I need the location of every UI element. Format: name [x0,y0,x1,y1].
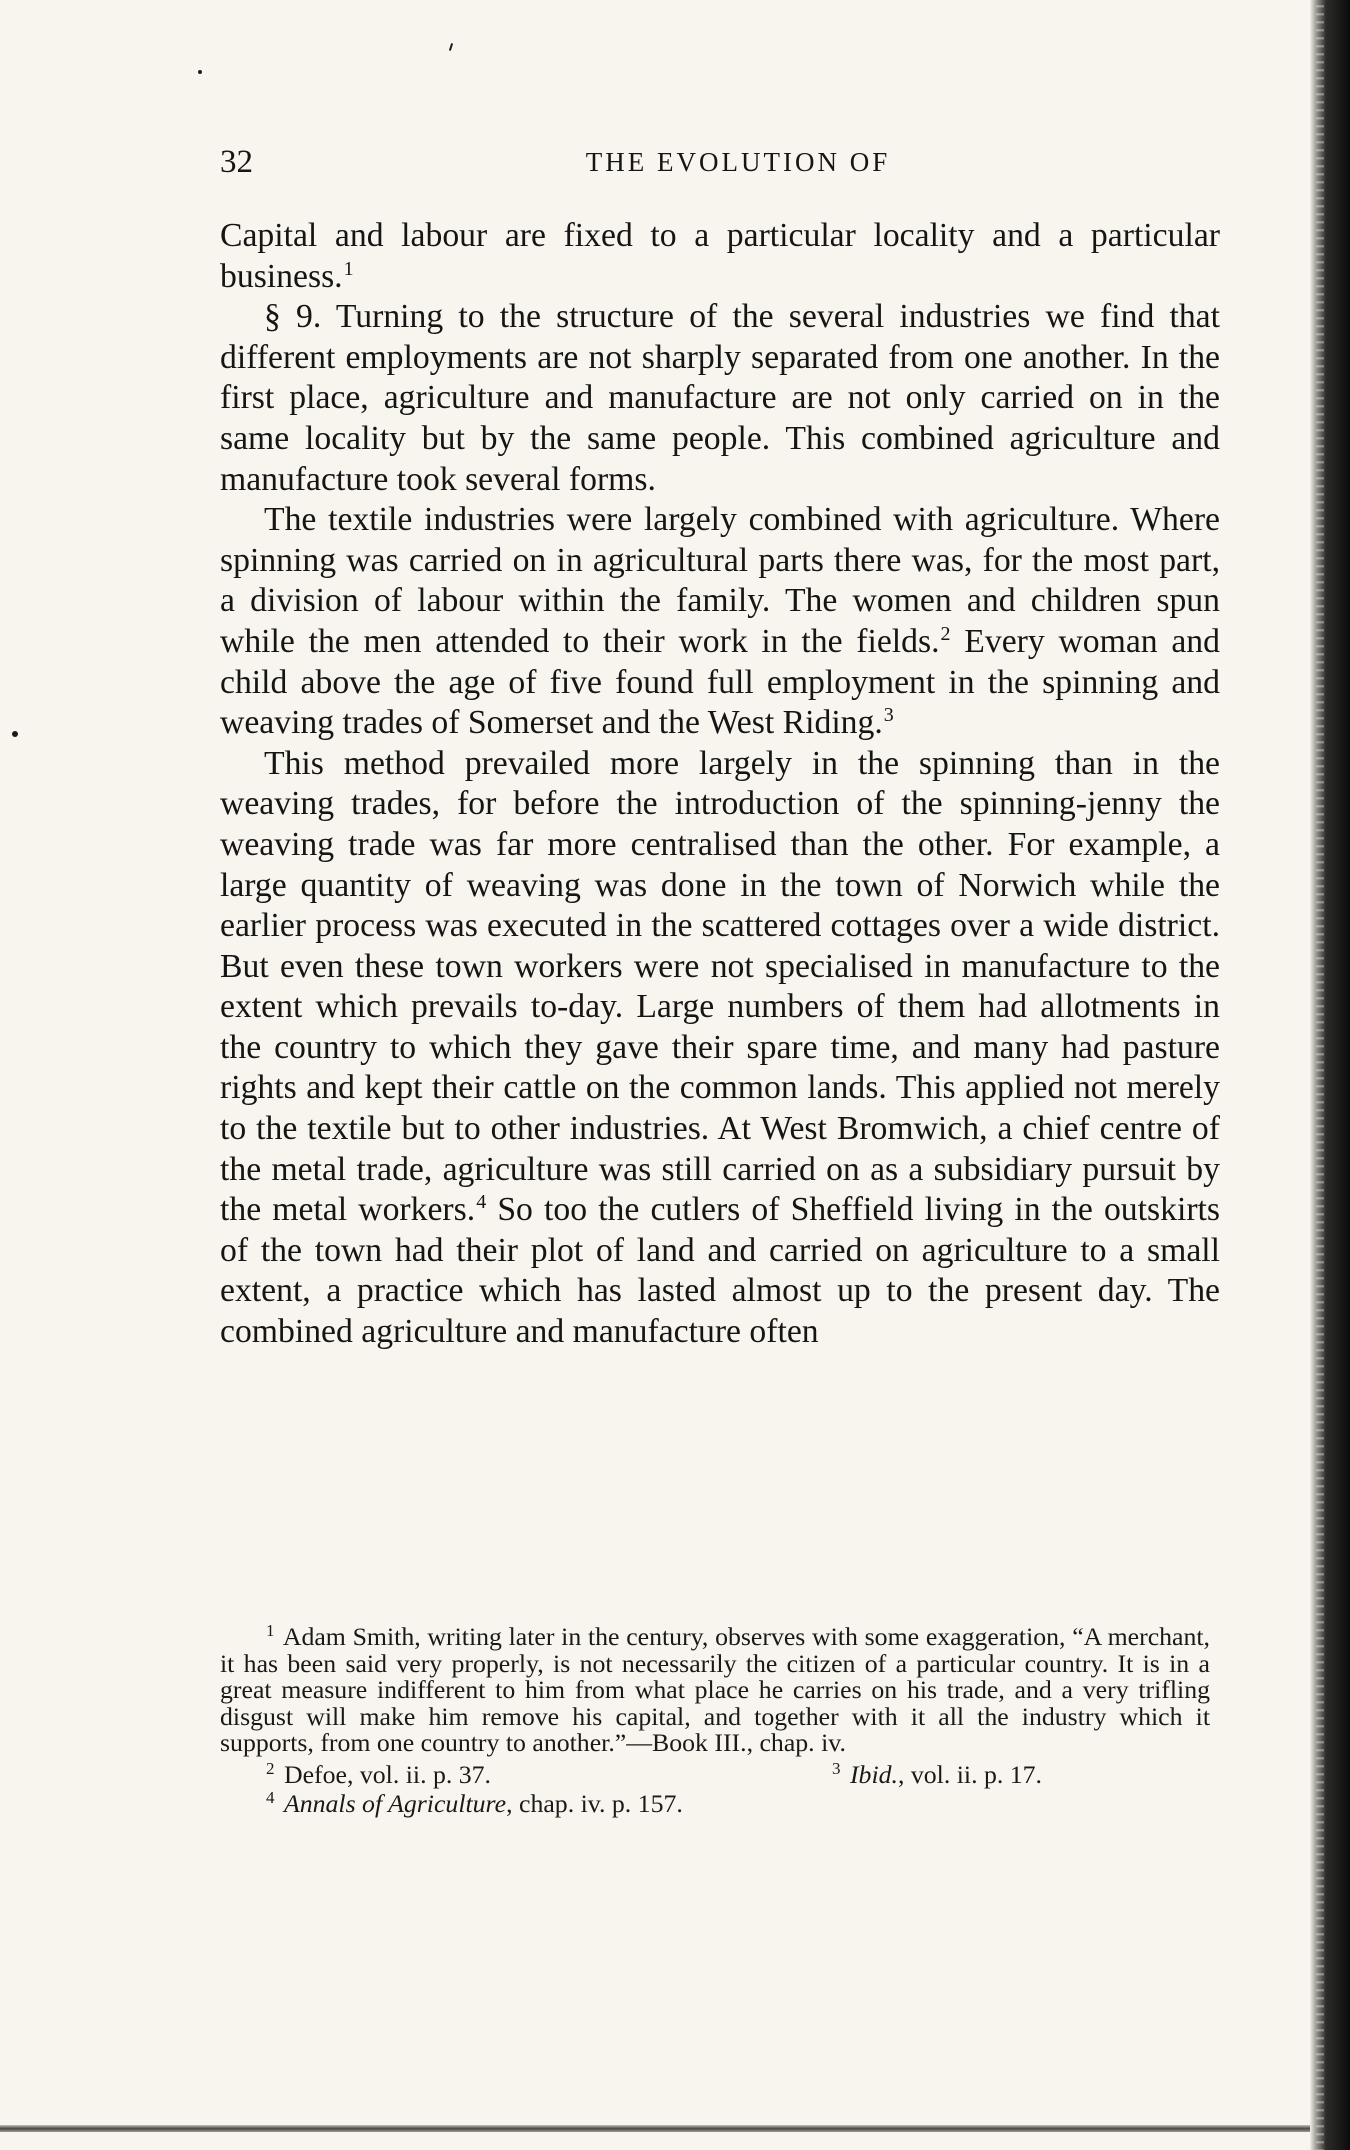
page-number: 32 [220,144,253,180]
footnote-text: Defoe, vol. ii. p. 37. [283,1759,492,1789]
binding-edge [1310,0,1350,2150]
footnote-2 [266,1758,492,1789]
paragraph-text: Every woman and child above the age of five found full employment in the spinning and weaving trades of Somerset and the West Riding. [220,622,1220,742]
footnote-row [220,1758,1210,1790]
footnote-reference: 2 [940,622,951,645]
footnote-marker: 1 [266,1621,275,1640]
page-header [220,142,1220,184]
footnote-reference: 3 [883,704,894,727]
bottom-scan-edge [0,2125,1310,2132]
scan-speck [12,731,18,737]
scan-speck [198,70,202,74]
footnote-marker: 3 [832,1758,841,1778]
scan-speck [449,43,453,51]
paragraph-text: Capital and labour are fixed to a particular locality and a particular business. [220,217,1220,295]
footnote-reference: 4 [476,1191,487,1214]
footnotes [220,1621,1211,1818]
paragraph-1 [220,216,1220,297]
footnote-3 [832,1758,1043,1789]
footnote-italic: Ibid. [849,1759,898,1789]
paragraph-2: § 9. Turning to the structure of the several industries we find that different employments are not sharply separated from one another. In the first place, agriculture and manufacture are not only carried on in the same locality but by the same people. This combined agriculture and manufacture took several forms. [220,298,1220,498]
footnote-reference: 1 [343,257,354,280]
footnote-text: Adam Smith, writing later in the century, observes with some exaggeration, “A merchant, it has been said very properly, is not necessarily the citizen of a particular country. It is in a great measure indifferent to him from what place he carries on his trade, and a very trifling disgust will make him remove his capital, and together with it all the industry which it supports, from one country to another.”—Book III., chap. iv. [220,1622,1211,1758]
footnote-1 [220,1621,1211,1758]
paragraph-3 [220,500,1220,744]
paragraph-text: This method prevailed more largely in the spinning than in the weaving trades, for before the introduction of the spinning-jenny the weaving trade was far more centralised than the other. For example, a large quantity of weaving was done in the town of Norwich while the earlier process was executed in the scattered cottages over a wide district. But even these town workers were not specialised in manufacture to the extent which prevails to-day. Large numbers of them had allotments in the country to which they gave their spare time, and many had pasture rights and kept their cattle on the common lands. This applied not merely to the textile but to other industries. At West Bromwich, a chief centre of the metal trade, agriculture was still carried on as a subsidiary pursuit by the metal workers. [220,744,1220,1229]
footnote-text: , chap. iv. p. 157. [506,1788,683,1818]
footnote-4 [220,1787,1210,1818]
footnote-text: , vol. ii. p. 17. [897,1759,1043,1789]
footnote-marker: 4 [266,1787,275,1807]
paragraph-4 [220,744,1220,1353]
main-text [220,216,1220,1353]
footnote-italic: Annals of Agriculture [283,1788,507,1818]
paragraph-text: The textile industries were largely combined with agriculture. Where spinning was carried on in agricultural parts there was, for the most part, a division of labour within the family. The women and children spun while the men attended to their work in the fields. [220,501,1220,660]
footnote-marker: 2 [266,1758,275,1778]
running-title: THE EVOLUTION OF [585,147,891,177]
paragraph-text: So too the cutlers of Sheffield living in the outskirts of the town had their plot of land and carried on agriculture to a small extent, a practice which has lasted almost up to the present day. The combined agriculture and manufacture often [220,1191,1221,1351]
